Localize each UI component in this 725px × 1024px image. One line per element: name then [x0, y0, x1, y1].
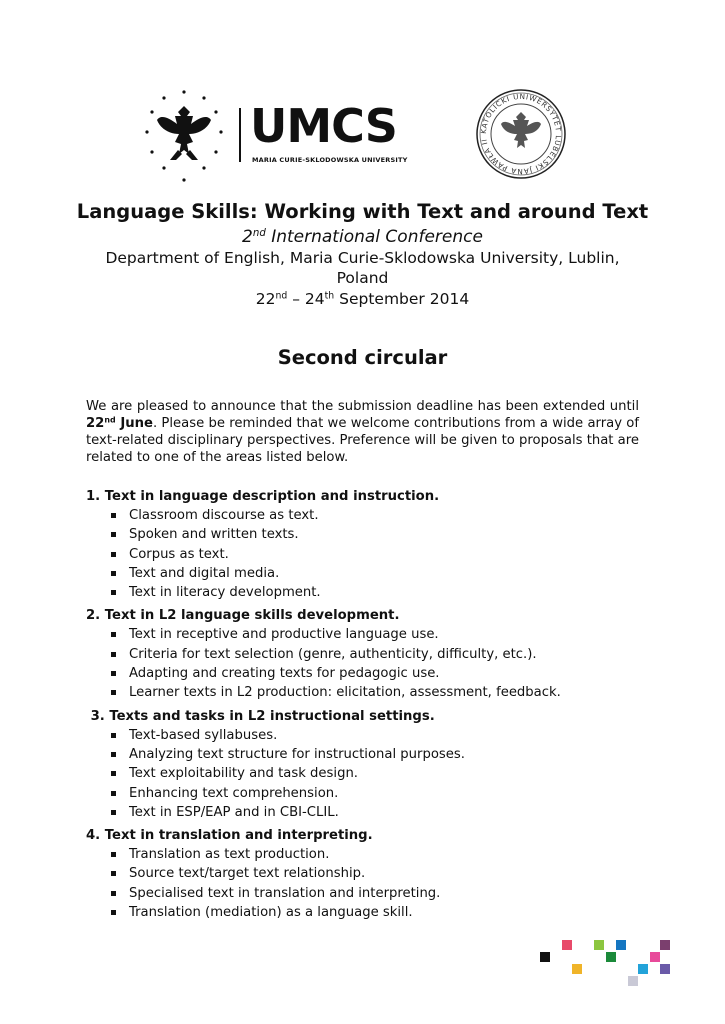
- topic-item: Text in literacy development.: [108, 583, 646, 602]
- topic-item: Corpus as text.: [108, 545, 646, 564]
- topic-section: [86, 827, 646, 922]
- topic-item: Text in ESP/EAP and in CBI-CLIL.: [108, 803, 646, 822]
- topic-item: Specialised text in translation and interpreting.: [108, 884, 646, 903]
- topic-item: Text in receptive and productive language use.: [108, 625, 646, 644]
- decor-square: [616, 940, 626, 950]
- umcs-wordmark: UMCS: [250, 99, 397, 153]
- decor-square: [638, 964, 648, 974]
- section-title: 2. Text in L2 language skills development.: [86, 608, 400, 624]
- topic-item: Source text/target text relationship.: [108, 864, 646, 883]
- intro-part1: We are pleased to announce that the submission deadline has been extended until: [86, 399, 639, 414]
- subtitle-number: 2: [242, 227, 253, 247]
- date-start-ordinal: nd: [275, 290, 288, 302]
- conference-heading: [0, 198, 725, 310]
- decor-square: [562, 940, 572, 950]
- conference-subtitle: [0, 226, 725, 248]
- topic-section: [86, 708, 646, 822]
- topic-item: Translation (mediation) as a language skill.: [108, 903, 646, 922]
- topic-item: Analyzing text structure for instructional purposes.: [108, 745, 646, 764]
- conference-dates: [0, 288, 725, 310]
- topic-section: [86, 607, 646, 702]
- intro-paragraph: [86, 398, 639, 466]
- subtitle-ordinal: nd: [252, 227, 266, 239]
- deadline-month: June: [115, 416, 153, 431]
- decor-square: [660, 964, 670, 974]
- umcs-eagle-emblem: [138, 88, 230, 184]
- topic-list: [86, 625, 646, 702]
- topic-item: Classroom discourse as text.: [108, 506, 646, 525]
- circular-title: Second circular: [277, 346, 448, 369]
- date-month-year: September 2014: [334, 290, 470, 308]
- date-start: 22: [255, 290, 276, 308]
- section-title: 3. Texts and tasks in L2 instructional settings.: [86, 708, 435, 724]
- decorative-squares: [538, 940, 678, 990]
- header-logos: [138, 88, 608, 188]
- subtitle-text: International Conference: [265, 227, 483, 247]
- decor-square: [650, 952, 660, 962]
- date-end-ordinal: th: [324, 290, 335, 302]
- decor-square: [660, 940, 670, 950]
- logo-divider: [239, 108, 241, 162]
- topic-list: [86, 506, 646, 602]
- umcs-subtext: MARIA CURIE-SKLODOWSKA UNIVERSITY: [252, 156, 408, 164]
- topic-list: [86, 726, 646, 822]
- topic-item: Translation as text production.: [108, 845, 646, 864]
- decor-square: [628, 976, 638, 986]
- decor-square: [594, 940, 604, 950]
- topic-item: Criteria for text selection (genre, authenticity, difficulty, etc.).: [108, 645, 646, 664]
- decor-square: [540, 952, 550, 962]
- kul-university-seal: [475, 88, 567, 180]
- section-title: 1. Text in language description and instruction.: [86, 489, 440, 504]
- topic-list: [86, 845, 646, 922]
- topic-item: Enhancing text comprehension.: [108, 784, 646, 803]
- decor-square: [572, 964, 582, 974]
- intro-part2: . Please be reminded that we welcome contributions from a wide array of text-related disciplinary perspectives. Preference will be given to proposals that are related to one of the areas listed below.: [86, 416, 640, 465]
- deadline-day: 22: [86, 416, 105, 431]
- seal-text: KATOLICKI UNIWERSYTET LUBELSKI JANA PAWŁA II: [478, 91, 564, 177]
- topic-item: Text-based syllabuses.: [108, 726, 646, 745]
- topic-sections: [86, 488, 646, 927]
- topic-item: Spoken and written texts.: [108, 525, 646, 544]
- conference-title: Language Skills: Working with Text and around Text: [76, 200, 649, 223]
- topic-item: Adapting and creating texts for pedagogic use.: [108, 664, 646, 683]
- topic-section: [86, 488, 646, 602]
- deadline-date: [86, 416, 153, 431]
- decor-square: [606, 952, 616, 962]
- department-line: Department of English, Maria Curie-Sklodowska University, Lublin, Poland: [105, 249, 620, 287]
- topic-item: Learner texts in L2 production: elicitation, assessment, feedback.: [108, 683, 646, 702]
- date-separator: – 24: [287, 290, 325, 308]
- deadline-ordinal: nd: [104, 415, 116, 425]
- topic-item: Text and digital media.: [108, 564, 646, 583]
- topic-item: Text exploitability and task design.: [108, 764, 646, 783]
- section-title: 4. Text in translation and interpreting.: [86, 828, 373, 844]
